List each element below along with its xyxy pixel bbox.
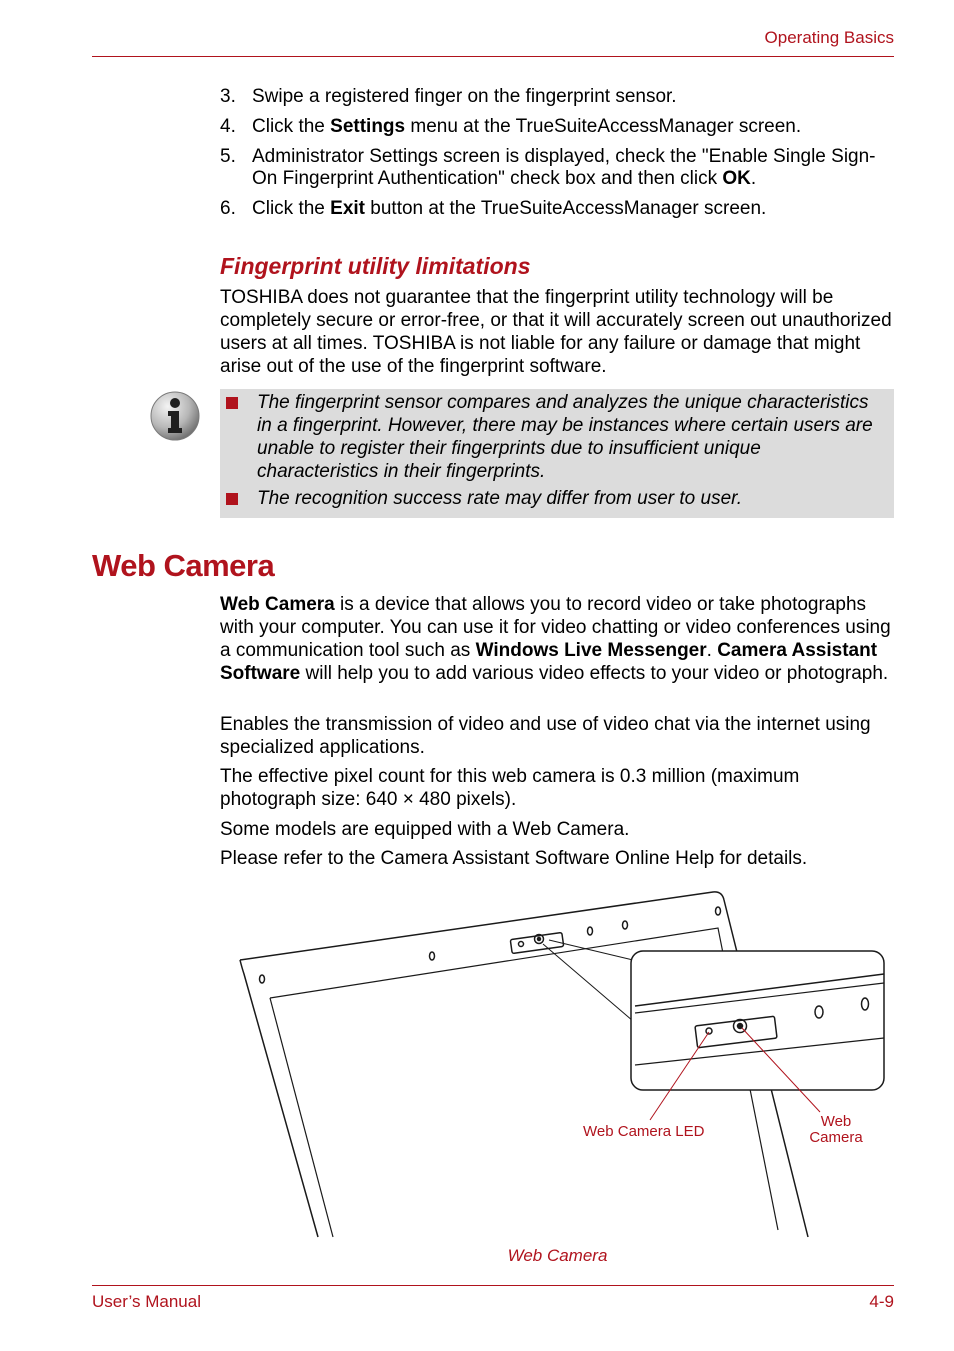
step-number: 3. <box>220 86 236 107</box>
webcam-paragraph: Some models are equipped with a Web Camera. <box>220 819 630 840</box>
bezel-dot <box>430 952 435 960</box>
webcam-paragraph: Enables the transmission of video and use of video chat via the internet using specialized applications. <box>220 714 871 758</box>
callout-webcam-line1: Web <box>820 1113 852 1130</box>
text-run: . <box>750 168 757 189</box>
laptop-webcam-illustration <box>230 880 900 1240</box>
text-run: Swipe a registered finger on the fingerprint sensor. <box>252 86 677 107</box>
bezel-dot <box>623 921 628 929</box>
note-box <box>220 389 894 518</box>
note-text: The fingerprint sensor compares and analyzes the unique characteristics in a fingerprint. However, there may be instances where certain users are unable to register their fingerprints due to insufficient unique characteristics in their fingerprints. <box>257 392 873 482</box>
webcam-paragraph: Please refer to the Camera Assistant Software Online Help for details. <box>220 848 808 869</box>
bullet-square-icon <box>226 493 238 505</box>
step-number: 4. <box>220 116 236 137</box>
footer-page-number: 4-9 <box>869 1292 894 1311</box>
steps-list <box>220 86 900 228</box>
zoom-inset <box>631 951 884 1090</box>
step-number: 6. <box>220 198 236 219</box>
header-rule <box>92 56 894 57</box>
display-bezel-left-edge <box>240 960 318 1237</box>
limitations-heading: Fingerprint utility limitations <box>220 253 531 279</box>
callout-webcam-line2: Camera <box>809 1129 863 1146</box>
text-run: will help you to add various video effects to your video or photograph. <box>300 663 889 684</box>
camera-led <box>519 942 524 947</box>
text-run: . <box>706 640 718 661</box>
bezel-dot <box>716 907 721 915</box>
header-section-title: Operating Basics <box>764 28 894 47</box>
list-item <box>220 146 900 190</box>
bold-text: Windows Live Messenger <box>475 640 707 661</box>
callout-webcam <box>806 1114 866 1146</box>
display-screen-left <box>270 998 333 1237</box>
bold-text: OK <box>722 168 751 189</box>
bezel-dot <box>588 927 593 935</box>
bold-text: Web Camera <box>220 594 335 615</box>
step-text <box>252 86 900 108</box>
text-run: Administrator Settings screen is displayed, check the "Enable Single Sign-On Fingerprint Authentication" check box and then click <box>252 146 876 189</box>
figure-caption: Web Camera <box>507 1246 608 1265</box>
list-item <box>220 86 900 108</box>
limitations-paragraph: TOSHIBA does not guarantee that the fingerprint utility technology will be completely secure or error-free, or that it will accurately screen out unauthorized users at all times. TOSHIBA is not liable for any failure or damage that might arise out of the use of the fingerprint software. <box>220 287 892 377</box>
list-item <box>220 116 900 138</box>
bold-text: Settings <box>330 116 406 137</box>
bold-text: Camera Assistant Software <box>220 640 878 684</box>
footer-rule <box>92 1285 894 1286</box>
text-run: Click the <box>252 116 331 137</box>
bullet-square-icon <box>226 397 238 409</box>
step-text <box>252 116 900 138</box>
step-text <box>252 198 900 220</box>
text-run: is a device that allows you to record video or take photographs with your computer. You can use it for video chatting or video conferences using a communication tool such as <box>220 594 891 661</box>
callout-webcam-led: Web Camera LED <box>583 1123 705 1140</box>
step-text <box>252 146 900 190</box>
text-run: button at the TrueSuiteAccessManager screen. <box>365 198 767 219</box>
text-run: Click the <box>252 198 331 219</box>
section-title: Web Camera <box>92 548 275 583</box>
list-item <box>220 198 900 220</box>
footer-manual-title: User’s Manual <box>92 1292 201 1311</box>
webcam-intro-paragraph <box>220 593 892 685</box>
bezel-dot <box>260 975 265 983</box>
text-run: menu at the TrueSuiteAccessManager screen. <box>405 116 802 137</box>
bold-text: Exit <box>330 198 365 219</box>
step-number: 5. <box>220 146 236 167</box>
info-icon <box>149 390 201 442</box>
note-text: The recognition success rate may differ from user to user. <box>257 488 743 509</box>
webcam-paragraph: The effective pixel count for this web camera is 0.3 million (maximum photograph size: 640 × 480 pixels). <box>220 766 800 810</box>
